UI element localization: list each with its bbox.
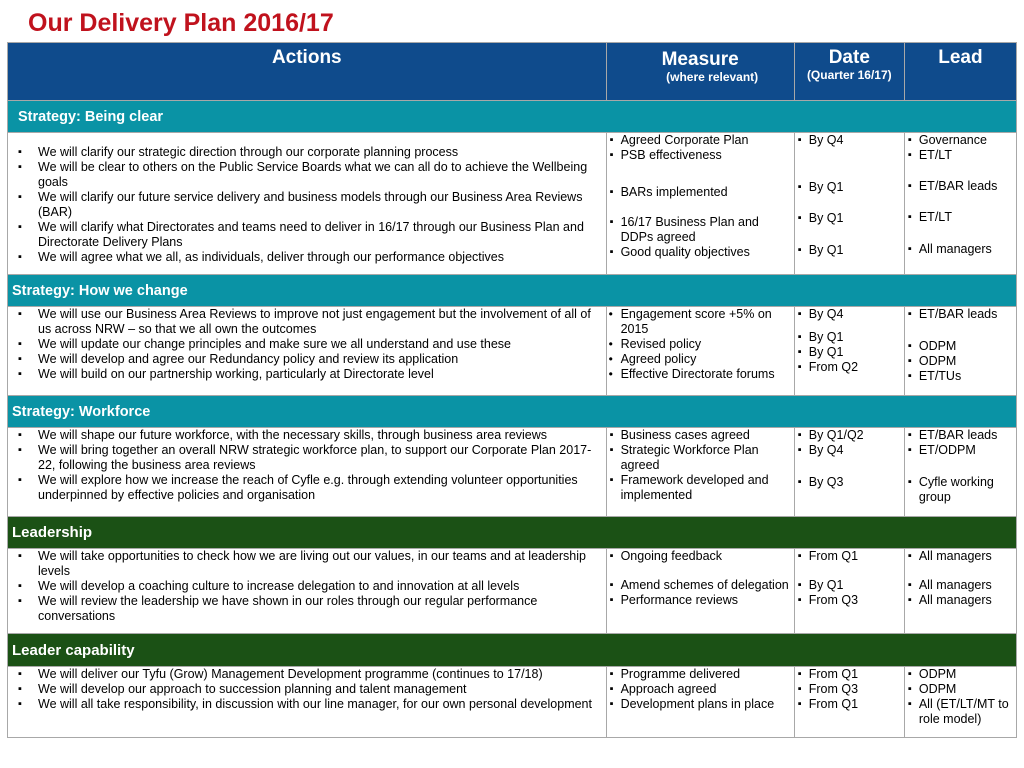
date-item: ▪ By Q1	[795, 578, 904, 593]
measure-item: ▪ Strategic Workforce Plan agreed	[607, 443, 794, 473]
lead-item: ▪ All managers	[905, 593, 1016, 608]
measure-item: • Agreed policy	[607, 352, 794, 367]
action-item: ▪ We will update our change principles and make sure we all understand and use these	[8, 337, 606, 352]
measure-item: ▪ BARs implemented	[607, 185, 794, 200]
measure-item: ▪ Development plans in place	[607, 697, 794, 712]
date-item: ▪ From Q3	[795, 682, 904, 697]
section-heading: Strategy: Being clear	[8, 101, 1017, 133]
date-item: ▪ By Q1	[795, 330, 904, 345]
action-item: ▪ We will explore how we increase the reach of Cyfle e.g. through extending volunteer opportunities underpinned by effective policies and organisation	[8, 473, 606, 503]
lead-item: ▪ ET/TUs	[905, 369, 1016, 384]
action-item: ▪ We will shape our future workforce, with the necessary skills, through business area reviews	[8, 428, 606, 443]
section-content-row	[8, 667, 1017, 738]
dates-cell	[794, 667, 904, 738]
date-item: ▪ By Q4	[795, 133, 904, 148]
lead-item: ▪ ODPM	[905, 682, 1016, 697]
action-item: ▪ We will develop a coaching culture to increase delegation to and innovation at all levels	[8, 579, 606, 594]
date-item: ▪ By Q1/Q2	[795, 428, 904, 443]
action-item: ▪ We will bring together an overall NRW strategic workforce plan, to support our Corporate Plan 2017-22, following the business area reviews	[8, 443, 606, 473]
dates-cell	[794, 428, 904, 517]
table-header-row	[8, 43, 1017, 101]
lead-item: ▪ ET/LT	[905, 210, 1016, 225]
date-item: ▪ From Q1	[795, 549, 904, 564]
date-item: ▪ By Q1	[795, 211, 904, 226]
measures-cell	[606, 667, 794, 738]
actions-cell	[8, 549, 607, 634]
section-heading: Leadership	[8, 517, 1017, 549]
action-item: ▪ We will take opportunities to check how we are living out our values, in our teams and at leadership levels	[8, 549, 606, 579]
date-item: ▪ By Q3	[795, 475, 904, 490]
action-item: ▪ We will clarify our future service delivery and business models through our Business Area Reviews (BAR)	[8, 190, 606, 220]
leads-cell	[904, 667, 1016, 738]
action-item: ▪ We will be clear to others on the Public Service Boards what we can all do to achieve the Wellbeing goals	[8, 160, 606, 190]
measures-cell	[606, 428, 794, 517]
measure-item: ▪ Good quality objectives	[607, 245, 794, 260]
date-item: ▪ By Q4	[795, 443, 904, 458]
lead-item: ▪ All managers	[905, 578, 1016, 593]
section-heading-row	[8, 396, 1017, 428]
lead-item: ▪ All managers	[905, 549, 1016, 564]
lead-item: ▪ Cyfle working group	[905, 475, 1016, 505]
leads-cell	[904, 133, 1016, 275]
lead-item: ▪ ET/BAR leads	[905, 428, 1016, 443]
section-heading: Leader capability	[8, 634, 1017, 667]
header-actions: Actions	[8, 43, 607, 101]
section-content-row	[8, 428, 1017, 517]
measure-item: ▪ Amend schemes of delegation	[607, 578, 794, 593]
action-item: ▪ We will develop our approach to succession planning and talent management	[8, 682, 606, 697]
actions-cell	[8, 307, 607, 396]
measure-item: ▪ Ongoing feedback	[607, 549, 794, 564]
lead-item: ▪ ODPM	[905, 339, 1016, 354]
lead-item: ▪ ODPM	[905, 667, 1016, 682]
action-item: ▪ We will review the leadership we have shown in our roles through our regular performance conversations	[8, 594, 606, 624]
header-measure: Measure (where relevant)	[606, 43, 794, 101]
measures-cell	[606, 307, 794, 396]
measure-item: ▪ Performance reviews	[607, 593, 794, 608]
date-item: ▪ From Q3	[795, 593, 904, 608]
header-date: Date (Quarter 16/17)	[794, 43, 904, 101]
leads-cell	[904, 428, 1016, 517]
date-item: ▪ From Q1	[795, 697, 904, 712]
section-content-row	[8, 549, 1017, 634]
section-heading: Strategy: Workforce	[8, 396, 1017, 428]
date-item: ▪ By Q1	[795, 345, 904, 360]
section-heading-row	[8, 275, 1017, 307]
lead-item: ▪ ODPM	[905, 354, 1016, 369]
lead-item: ▪ ET/ODPM	[905, 443, 1016, 458]
lead-item: ▪ All managers	[905, 242, 1016, 257]
lead-item: ▪ ET/BAR leads	[905, 307, 1016, 322]
action-item: ▪ We will develop and agree our Redundancy policy and review its application	[8, 352, 606, 367]
date-item: ▪ By Q4	[795, 307, 904, 322]
action-item: ▪ We will deliver our Tyfu (Grow) Management Development programme (continues to 17/18)	[8, 667, 606, 682]
action-item: ▪ We will clarify our strategic direction through our corporate planning process	[8, 145, 606, 160]
dates-cell	[794, 307, 904, 396]
measures-cell	[606, 133, 794, 275]
measure-item: ▪ Business cases agreed	[607, 428, 794, 443]
actions-cell	[8, 428, 607, 517]
measures-cell	[606, 549, 794, 634]
date-item: ▪ By Q1	[795, 243, 904, 258]
measure-item: • Revised policy	[607, 337, 794, 352]
section-content-row	[8, 307, 1017, 396]
measure-item: ▪ PSB effectiveness	[607, 148, 794, 163]
section-heading: Strategy: How we change	[8, 275, 1017, 307]
dates-cell	[794, 133, 904, 275]
date-item: ▪ By Q1	[795, 180, 904, 195]
lead-item: ▪ Governance	[905, 133, 1016, 148]
date-item: ▪ From Q1	[795, 667, 904, 682]
section-heading-row	[8, 101, 1017, 133]
section-heading-row	[8, 634, 1017, 667]
action-item: ▪ We will use our Business Area Reviews to improve not just engagement but the involvement of all of us across NRW – so that we all own the outcomes	[8, 307, 606, 337]
measure-item: • Effective Directorate forums	[607, 367, 794, 382]
actions-cell	[8, 133, 607, 275]
measure-item: ▪ Agreed Corporate Plan	[607, 133, 794, 148]
action-item: ▪ We will agree what we all, as individuals, deliver through our performance objectives	[8, 250, 606, 265]
measure-item: • Engagement score +5% on 2015	[607, 307, 794, 337]
lead-item: ▪ ET/BAR leads	[905, 179, 1016, 194]
section-content-row	[8, 133, 1017, 275]
action-item: ▪ We will all take responsibility, in discussion with our line manager, for our own personal development	[8, 697, 606, 712]
measure-item: ▪ Approach agreed	[607, 682, 794, 697]
dates-cell	[794, 549, 904, 634]
delivery-plan-table	[7, 42, 1017, 738]
date-item: ▪ From Q2	[795, 360, 904, 375]
header-lead: Lead	[904, 43, 1016, 101]
lead-item: ▪ All (ET/LT/MT to role model)	[905, 697, 1016, 727]
leads-cell	[904, 307, 1016, 396]
leads-cell	[904, 549, 1016, 634]
measure-item: ▪ Programme delivered	[607, 667, 794, 682]
page-title: Our Delivery Plan 2016/17	[28, 9, 334, 37]
section-heading-row	[8, 517, 1017, 549]
action-item: ▪ We will clarify what Directorates and teams need to deliver in 16/17 through our Business Plan and Directorate Delivery Plans	[8, 220, 606, 250]
lead-item: ▪ ET/LT	[905, 148, 1016, 163]
action-item: ▪ We will build on our partnership working, particularly at Directorate level	[8, 367, 606, 382]
measure-item: ▪ Framework developed and implemented	[607, 473, 794, 503]
actions-cell	[8, 667, 607, 738]
measure-item: ▪ 16/17 Business Plan and DDPs agreed	[607, 215, 794, 245]
